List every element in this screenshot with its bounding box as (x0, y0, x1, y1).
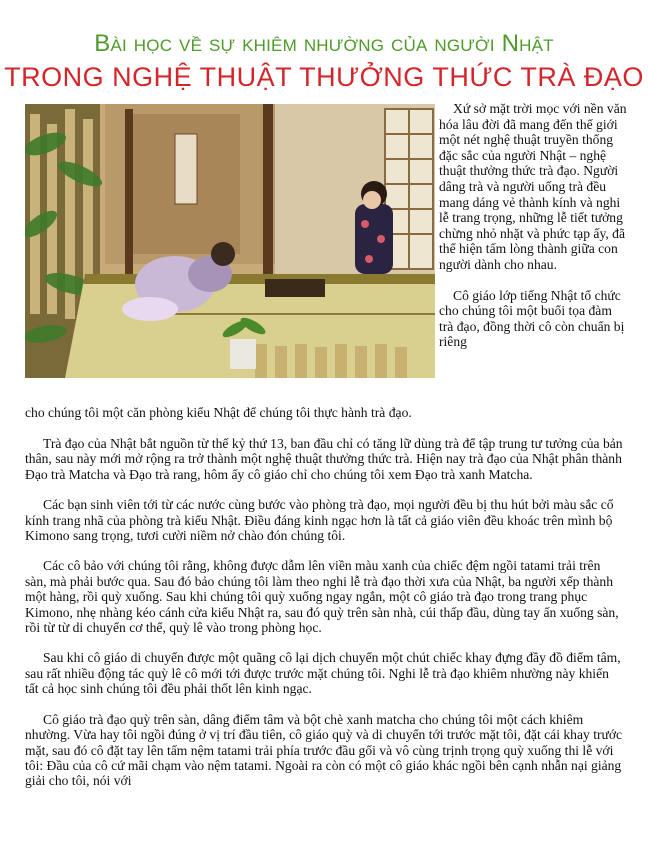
page-title-line1: Bài học về sự khiêm nhường của người Nhật (94, 30, 554, 57)
intro-paragraph: Cô giáo lớp tiếng Nhật tổ chức cho chúng tôi một buổi tọa đàm trà đạo, đồng thời cô còn chuẩn bị riêng (439, 287, 625, 350)
body-paragraph: Sau khi cô giáo di chuyển được một quãng cô lại dịch chuyển một chút chiếc khay đựng đầy đồ điểm tâm, sau rất nhiều động tác quỳ lê cô mới tới được trước mặt chúng tôi. Nghi lễ trà đạo khiêm nhường này khiến tất cả học sinh chúng tôi đều phải thốt lên kinh ngạc. (25, 650, 621, 697)
intro-continuation: cho chúng tôi một căn phòng kiểu Nhật để chúng tôi thực hành trà đạo. (25, 405, 412, 420)
intro-paragraph: Xứ sở mặt trời mọc với nền văn hóa lâu đời đã mang đến thế giới một nét nghệ thuật truyền thống đặc sắc của người Nhật – nghệ thuật thưởng thức trà đạo. Người dâng trà và người uống trà đều mang dáng vẻ thành kính và nghi lễ trang trọng, những lễ tiết tưởng chừng nhỏ nhặt và phức tạp ấy, đã thể hiện tấm lòng thành giữa con người dành cho nhau. (439, 101, 627, 272)
article-body (25, 436, 625, 789)
body-paragraph: Trà đạo của Nhật bắt nguồn từ thế kỷ thứ 13, ban đầu chỉ có tăng lữ dùng trà để tập trung tư tưởng của bản thân, sau này mới mở rộng ra trở thành một nghệ thuật thưởng thức trà. Hiện nay trà đạo của Nhật phân thành Đạo trà Matcha và Đạo trà rang, hôm ấy cô giáo chỉ cho chúng tôi xem Đạo trà xanh Matcha. (25, 436, 623, 482)
body-paragraph: Các bạn sinh viên tới từ các nước cùng bước vào phòng trà đạo, mọi người đều bị thu hút bởi màu sắc cổ kính trang nhã của phòng trà kiểu Nhật. Điều đáng kinh ngạc hơn là tất cả giáo viên đều khoác trên mình bộ Kimono sang trọng, tươi cười niềm nở chào đón chúng tôi. (25, 497, 614, 544)
page-title-line2: TRONG NGHỆ THUẬT THƯỞNG THỨC TRÀ ĐẠO (4, 62, 644, 92)
tea-ceremony-photo (25, 104, 435, 378)
body-paragraph: Các cô bảo với chúng tôi rằng, không được dẫm lên viền màu xanh của chiếc đệm ngồi tatami trải trên sàn, mà phải bước qua. Sau đó bảo chúng tôi làm theo nghi lễ trà đạo thời xưa của Nhật, ba người xếp thành một hàng, rồi quỳ xuống. Sau khi chúng tôi quỳ xuống ngay ngắn, một cô giáo trà đạo trong trang phục Kimono, nhẹ nhàng kéo cánh cửa kiểu Nhật ra, sau đó quỳ trên sàn nhà, cúi thấp đầu, dùng tay ấn xuống sàn, rồi từ từ di chuyển cơ thể, quỳ lê vào trong phòng học. (25, 558, 619, 636)
body-paragraph: Cô giáo trà đạo quỳ trên sàn, dâng điểm tâm và bột chè xanh matcha cho chúng tôi một cách khiêm nhường. Vừa hay tôi ngồi đúng ở vị trí đầu tiên, cô giáo quỳ và di chuyển tới trước mặt tôi, đặt cái khay trước mặt, sau đó cô đặt tay lên tấm nệm tatami trải phía trước đầu gối và vô cùng trịnh trọng quỳ xuống thi lễ với tôi: Đầu của cô cứ mãi chạm vào nệm tatami. Ngoài ra còn có một cô giáo khác ngồi bên cạnh nhẫn nại giảng giải cho tôi, nói với (25, 711, 623, 789)
intro-column (439, 101, 629, 350)
tea-room-illustration (25, 104, 435, 378)
